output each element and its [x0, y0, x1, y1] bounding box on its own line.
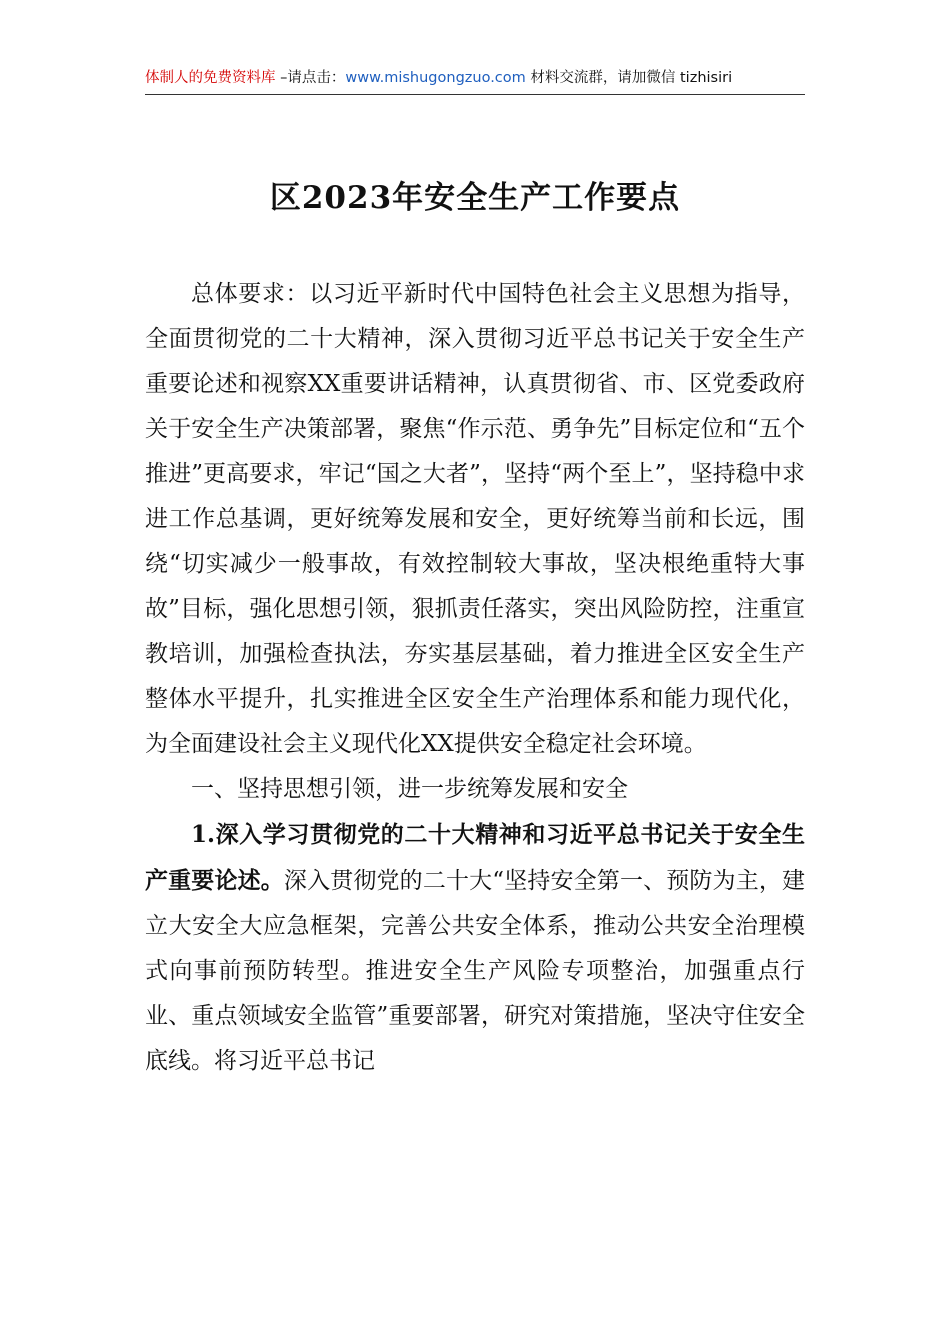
page-header — [145, 68, 805, 88]
paragraph-item-1 — [145, 812, 805, 1084]
document-body — [145, 272, 805, 1084]
header-divider — [145, 94, 805, 95]
section-heading-1: 一、坚持思想引领，进一步统筹发展和安全 — [191, 776, 628, 802]
header-url-link[interactable]: www.mishugongzuo.com — [345, 70, 526, 86]
item-1-text: 深入贯彻党的二十大“坚持安全第一、预防为主，建立大安全大应急框架，完善公共安全体系，推动公共安全治理模式向事前预防转型。推进安全生产风险专项整治，加强重点行业、重点领域安全监管”重要部署，研究对策措施，坚决守住安全底线。将习近平总书记 — [145, 868, 806, 1074]
paragraph-general-requirements: 总体要求：以习近平新时代中国特色社会主义思想为指导，全面贯彻党的二十大精神，深入贯彻习近平总书记关于安全生产重要论述和视察XX重要讲话精神，认真贯彻省、市、区党委政府关于安全生产决策部署，聚焦“作示范、勇争先”目标定位和“五个推进”更高要求，牢记“国之大者”，坚持“两个至上”，坚持稳中求进工作总基调，更好统筹发展和安全，更好统筹当前和长远，围绕“切实减少一般事故，有效控制较大事故，坚决根绝重特大事故”目标，强化思想引领，狠抓责任落实，突出风险防控，注重宣教培训，加强检查执法，夯实基层基础，着力推进全区安全生产整体水平提升，扎实推进全区安全生产治理体系和能力现代化，为全面建设社会主义现代化XX提供安全稳定社会环境。 — [145, 281, 805, 757]
header-suffix: 材料交流群，请加微信 tizhisiri — [525, 70, 733, 86]
header-site-name: 体制人的免费资料库 — [145, 70, 276, 86]
header-prompt: –请点击： — [275, 70, 346, 86]
item-1-heading: 1.深入学习贯彻党的二十大精神和习近平总书记关于安全生产重要论述。 — [145, 821, 805, 894]
document-title: 区2023年安全生产工作要点 — [269, 180, 681, 216]
